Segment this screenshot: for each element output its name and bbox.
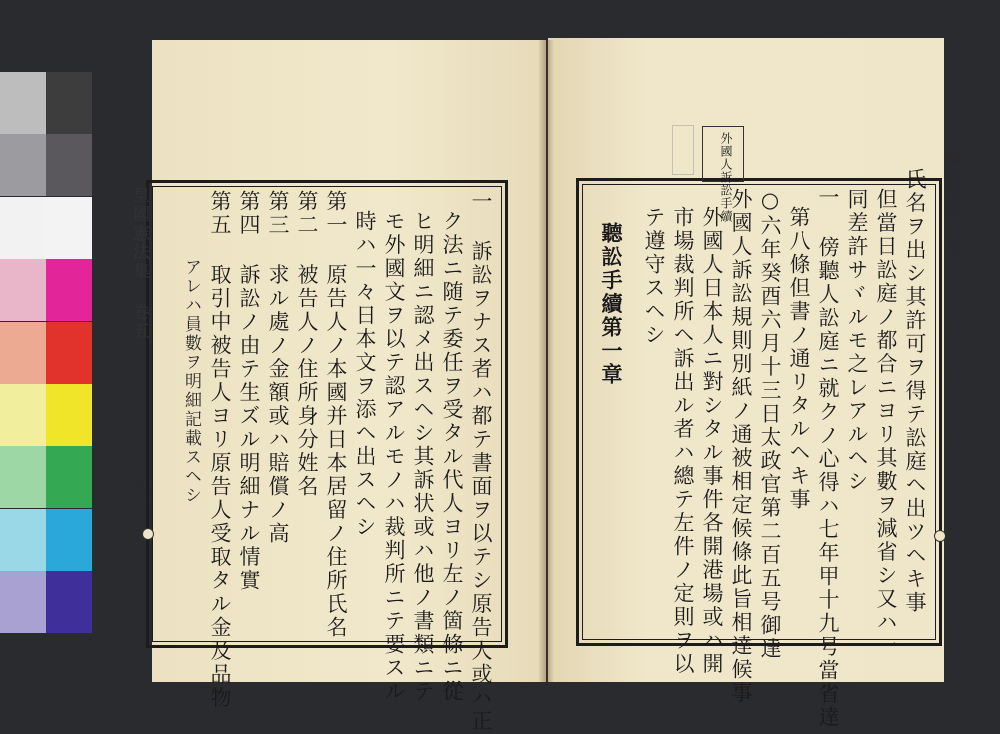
left-col-4: モ外國文ヲ以テ認アルモノハ裁判所ニテ要スル bbox=[382, 210, 406, 704]
right-side-label: 聽訟事務 卷五 bbox=[943, 150, 961, 272]
right-col-7: 外國人訴訟規則別紙ノ通被相定候條此旨相達候事 bbox=[729, 188, 753, 705]
right-col-8: 外國人日本人ニ對シタル事件各開港場或ハ開 bbox=[700, 206, 724, 676]
color-swatch bbox=[0, 509, 46, 571]
left-col-2: ク法ニ随テ委任ヲ受タル代人ヨリ左ノ箇條ニ從 bbox=[440, 210, 464, 704]
right-col-6: ○六年癸酉六月十三日太政官第二百五号御達 bbox=[758, 188, 782, 661]
chapter-heading: 聽訟手續第一章 bbox=[599, 222, 624, 387]
right-col-3: 同差許サヾルモ之レアルヘシ bbox=[845, 188, 869, 494]
color-calibration-chart bbox=[0, 72, 92, 634]
color-swatch bbox=[0, 322, 46, 384]
left-col-11: アレハ員數ヲ明細記載スヘシ bbox=[181, 258, 201, 505]
left-side-label: 皇國憲法集 卷五 bbox=[129, 186, 149, 341]
right-col-5: 第八條但書ノ通リタルヘキ事 bbox=[787, 206, 811, 512]
color-swatch bbox=[46, 259, 92, 321]
color-swatch bbox=[46, 446, 92, 508]
page-marker-dot bbox=[142, 528, 154, 540]
left-col-3: ヒ明細ニ認メ出スヘシ其訴状或ハ他ノ書類ニテ bbox=[411, 210, 435, 704]
color-swatch bbox=[46, 509, 92, 571]
color-swatch bbox=[46, 72, 92, 134]
right-col-10: テ遵守スヘシ bbox=[642, 206, 666, 347]
color-swatch bbox=[0, 72, 46, 134]
right-col-2: 但當日訟庭ノ都合ニヨリ其數ヲ減省シ又ハ一 bbox=[874, 188, 898, 658]
color-swatch bbox=[0, 446, 46, 508]
color-swatch bbox=[46, 322, 92, 384]
color-swatch bbox=[0, 259, 46, 321]
color-swatch bbox=[0, 384, 46, 446]
faint-stamp bbox=[672, 125, 694, 175]
color-swatch bbox=[0, 134, 46, 196]
left-col-1: 一 訴訟ヲナス者ハ都テ書面ヲ以テシ原告人或ハ正 bbox=[469, 190, 493, 734]
left-col-6: 第一 原告人ノ本國并日本居留ノ住所氏名 bbox=[324, 190, 348, 640]
right-col-4: 一 傍聽人訟庭ニ就クノ心得ハ七年甲十九号當省達 bbox=[816, 186, 840, 730]
book-gutter bbox=[538, 40, 554, 682]
left-col-5: 時ハ一々日本文ヲ添ヘ出スヘシ bbox=[353, 210, 377, 539]
right-col-1: 氏名ヲ出シ其許可ヲ得テ訟庭ヘ出ツヘキ事 bbox=[903, 168, 927, 615]
color-swatch bbox=[46, 384, 92, 446]
color-swatch bbox=[46, 197, 92, 259]
color-swatch bbox=[0, 571, 46, 633]
color-swatch bbox=[46, 571, 92, 633]
page-marker-dot bbox=[934, 530, 946, 542]
color-swatch bbox=[46, 134, 92, 196]
color-swatch bbox=[0, 197, 46, 259]
section-label-text: 外國人訴訟手續 bbox=[719, 132, 733, 223]
left-col-7: 第二 被告人ノ住所身分姓名 bbox=[295, 190, 319, 499]
right-col-9: 市場裁判所ヘ訴出ル者ハ總テ左件ノ定則ヲ以 bbox=[671, 206, 695, 676]
left-col-8: 第三 求ル處ノ金額或ハ賠償ノ高 bbox=[266, 190, 290, 546]
left-col-10: 第五 取引中被告人ヨリ原告人受取タル金及品物 bbox=[208, 190, 232, 710]
left-col-9: 第四 訴訟ノ由テ生ズル明細ナル情實 bbox=[237, 190, 261, 593]
left-page-number: 十一 bbox=[132, 480, 148, 512]
